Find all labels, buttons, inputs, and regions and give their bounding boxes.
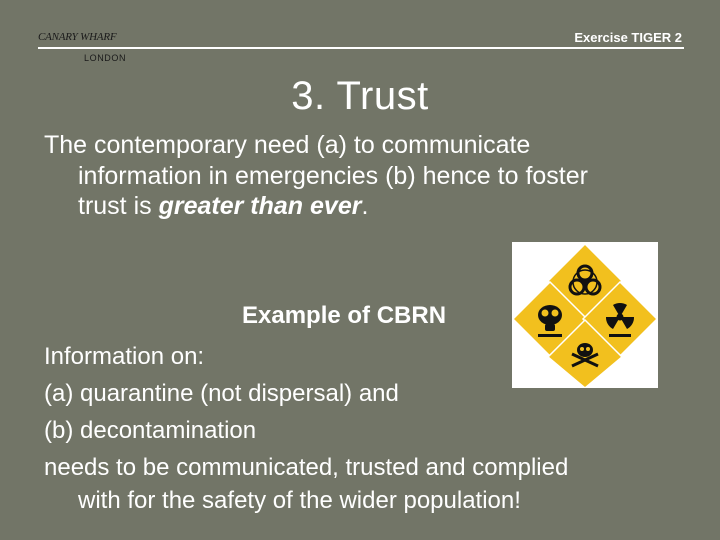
para-line-2: information in emergencies (b) hence to foster <box>78 161 588 190</box>
para-line-3 <box>44 191 684 222</box>
body-line-2: (a) quarantine (not dispersal) and <box>44 380 399 407</box>
logo-canary-wharf: CANARY WHARF <box>38 31 117 43</box>
example-heading: Example of CBRN <box>242 302 447 329</box>
slide-title <box>0 74 720 119</box>
intro-paragraph <box>44 130 684 222</box>
exercise-label: Exercise TIGER 2 <box>574 30 682 45</box>
body-line-1: Information on: <box>44 343 205 370</box>
body-line-5: with for the safety of the wider population! <box>78 487 521 514</box>
logo-london: LONDON <box>84 53 127 63</box>
body-line-3: (b) decontamination <box>44 417 257 444</box>
emphasis-text: greater than ever <box>158 192 362 220</box>
header-divider <box>38 47 684 49</box>
para-line-1: The contemporary need (a) to communicate <box>44 131 531 159</box>
body-line-4: needs to be communicated, trusted and complied <box>44 454 569 481</box>
para-line-3-pre: trust is <box>78 192 159 220</box>
cbrn-body <box>44 338 704 516</box>
slide-title-text: 3. Trust <box>291 74 429 118</box>
para-line-3-post: . <box>361 192 369 220</box>
